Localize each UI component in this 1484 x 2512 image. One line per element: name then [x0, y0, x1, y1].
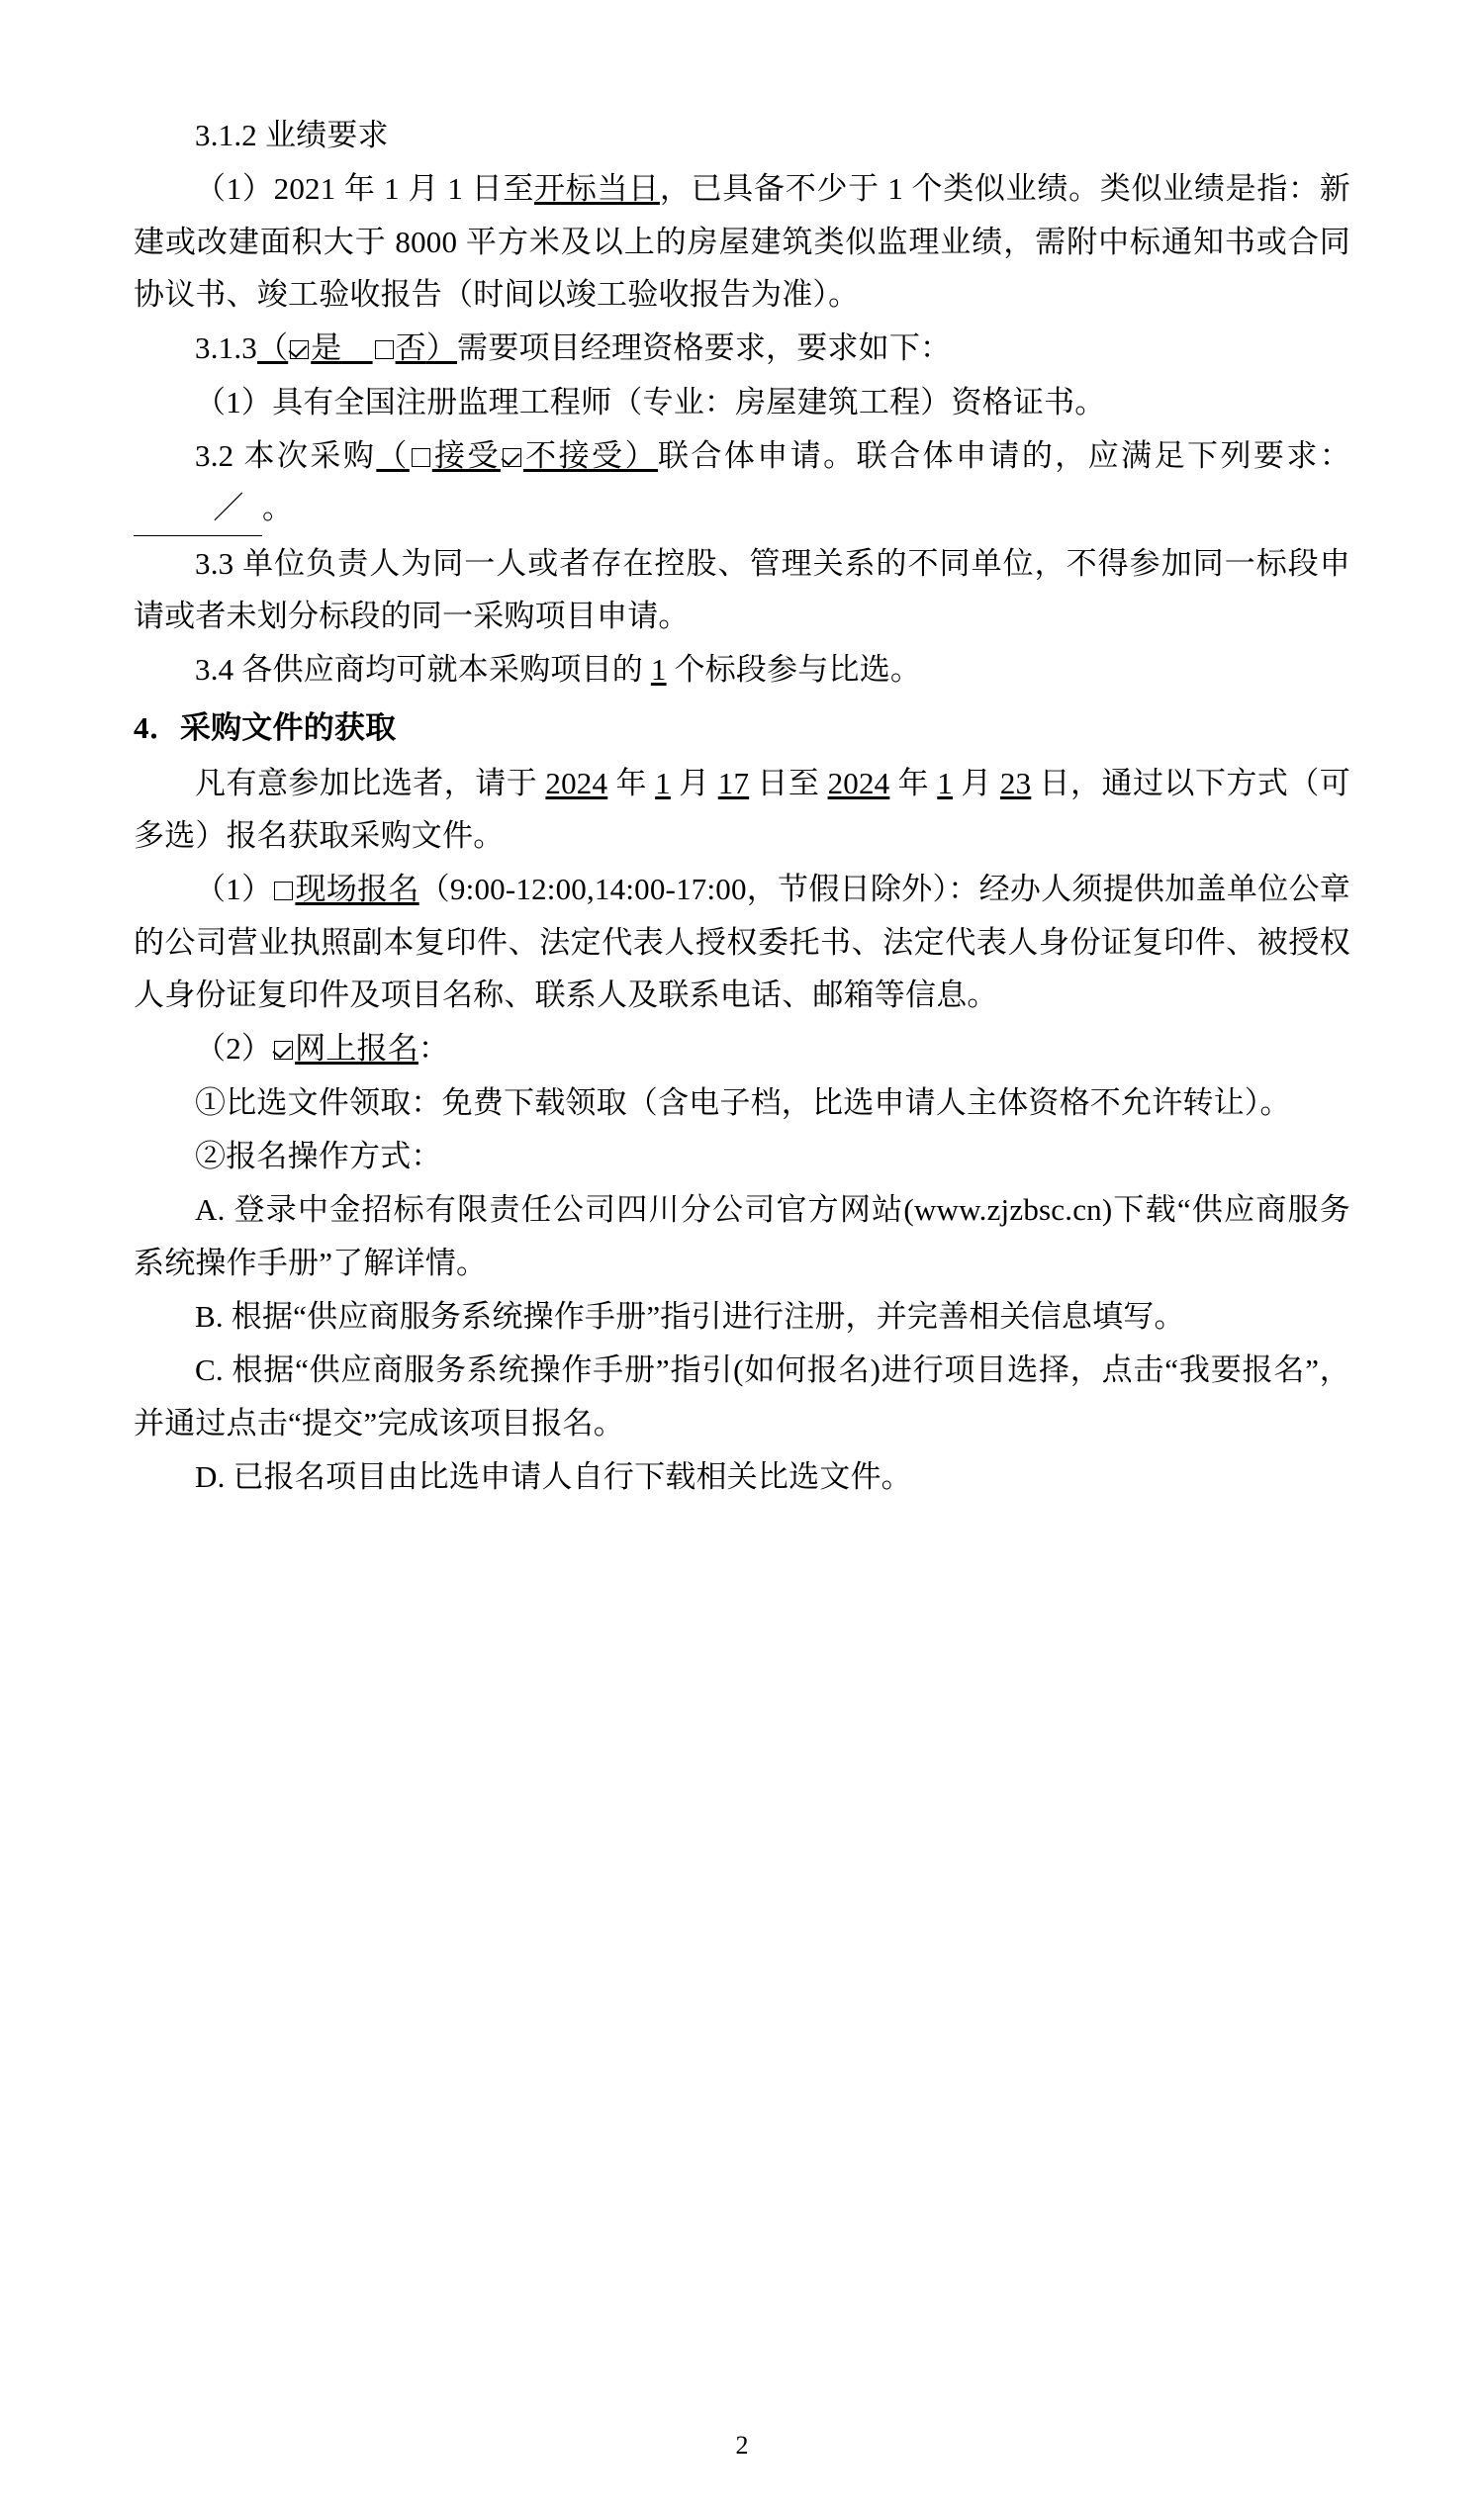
text-run: 月 [953, 765, 1000, 800]
checkbox-reject-label: 不接受 [522, 437, 625, 473]
paragraph-4-option-2-online [134, 1022, 1350, 1074]
start-day: 17 [717, 765, 750, 800]
paragraph-4-2-b-step-d: D. 已报名项目由比选申请人自行下载相关比选文件。 [195, 1458, 912, 1494]
text-run: 月 [670, 765, 718, 800]
clause-number: 3.2 本次采购 [195, 437, 377, 473]
checkbox-group-project-manager [257, 330, 457, 365]
paragraph-3-1-2-item-1 [134, 162, 1350, 321]
label-onsite-registration: 现场报名 [295, 872, 419, 907]
paragraph-3-2 [134, 429, 1350, 536]
text-run: （ [257, 330, 289, 366]
paragraph-4-2-b-registration-steps-title: ②报名操作方式： [195, 1138, 442, 1173]
item-suffix: （9:00-12:00,14:00-17:00，节假日除外）：经办人须提供加盖单位公章的公司营业执照副本复印件、法定代表人授权委托书、法定代表人身份证复印件、被授权人身份证复印件及项目名称、联系人及联系电话、邮箱等信息。 [134, 872, 1350, 1012]
paragraph-3-1-3 [134, 322, 1350, 374]
paragraph-3-1-3-item-1: （1）具有全国注册监理工程师（专业：房屋建筑工程）资格证书。 [195, 384, 1106, 419]
paragraph-3-4 [134, 643, 1350, 696]
paragraph-4-intro [134, 757, 1350, 863]
heading-4-procurement-document-acquisition: 4．采购文件的获取 [134, 710, 397, 746]
end-month: 1 [937, 765, 953, 800]
text-run: （1）2021 年 1 月 1 日至 [195, 171, 535, 207]
start-month: 1 [655, 765, 671, 800]
checkbox-no[interactable] [375, 340, 394, 359]
document-body [134, 109, 1350, 1503]
start-year: 2024 [545, 765, 608, 800]
checkbox-onsite-registration[interactable] [274, 882, 293, 900]
text-run: 3.4 各供应商均可就本采购项目的 [195, 652, 651, 688]
text-run [341, 330, 372, 365]
checkbox-no-label: 否 [395, 330, 426, 366]
paragraph-4-2-b-step-a: A. 登录中金招标有限责任公司四川分公司官方网站(www.zjzbsc.cn)下载“供应商服务系统操作手册”了解详情。 [134, 1192, 1350, 1280]
clause-suffix: 联合体申请。联合体申请的，应满足下列要求： [657, 437, 1351, 473]
checkbox-yes[interactable] [290, 340, 309, 359]
item-suffix: ： [417, 1031, 450, 1067]
underlined-section-count: 1 [650, 652, 667, 688]
text-run: ） [624, 437, 658, 473]
page-number: 2 [735, 2431, 749, 2460]
clause-tail: 。 [262, 491, 294, 526]
checkbox-yes-label: 是 [311, 330, 342, 366]
end-year: 2024 [827, 765, 890, 800]
label-online-registration: 网上报名 [295, 1031, 418, 1067]
underlined-bid-opening-day: 开标当日 [534, 171, 660, 207]
clause-number: 3.1.3 [195, 330, 257, 366]
text-run: 凡有意参加比选者，请于 [195, 765, 546, 800]
paragraph-4-2-b-step-b: B. 根据“供应商服务系统操作手册”指引进行注册，并完善相关信息填写。 [195, 1298, 1185, 1334]
paragraph-4-option-1-onsite [134, 863, 1350, 1021]
checkbox-accept-label: 接受 [431, 437, 501, 473]
text-run: 个标段参与比选。 [666, 652, 922, 688]
checkbox-accept[interactable] [412, 448, 430, 467]
paragraph-3-1-2-heading: 3.1.2 业绩要求 [195, 118, 389, 152]
text-run: 日至 [749, 765, 828, 800]
text-run: ，已具备不少于 1 个类似业绩。类似业绩是指：新建或改建面积大于 8000 平方米及以上的房屋建筑类似监理业绩，需附中标通知书或合同协议书、竣工验收报告（时间以竣工验收报告为准）。 [134, 171, 1350, 312]
end-day: 23 [999, 765, 1032, 800]
paragraph-3-3: 3.3 单位负责人为同一人或者存在控股、管理关系的不同单位，不得参加同一标段申请或者未划分标段的同一采购项目申请。 [134, 545, 1350, 633]
clause-suffix: 需要项目经理资格要求，要求如下： [457, 330, 952, 366]
fill-in-blank-consortium[interactable]: ／ [134, 482, 262, 535]
text-run: 年 [607, 765, 656, 800]
checkbox-reject[interactable] [503, 448, 521, 467]
text-run: ） [425, 330, 458, 366]
item-prefix: （1） [195, 872, 273, 907]
text-run: 年 [889, 765, 938, 800]
item-prefix: （2） [195, 1031, 273, 1067]
text-run: （ [376, 437, 410, 473]
checkbox-group-consortium [376, 438, 658, 473]
paragraph-4-2-a-file-acquisition: ①比选文件领取：免费下载领取（含电子档，比选申请人主体资格不允许转让）。 [195, 1084, 1291, 1120]
text-run: 日，通过以下方式（可多选）报名获取采购文件。 [134, 765, 1350, 854]
paragraph-4-2-b-step-c: C. 根据“供应商服务系统操作手册”指引(如何报名)进行项目选择，点击“我要报名”，并通过点击“提交”完成该项目报名。 [134, 1352, 1350, 1441]
checkbox-online-registration[interactable] [274, 1041, 293, 1060]
